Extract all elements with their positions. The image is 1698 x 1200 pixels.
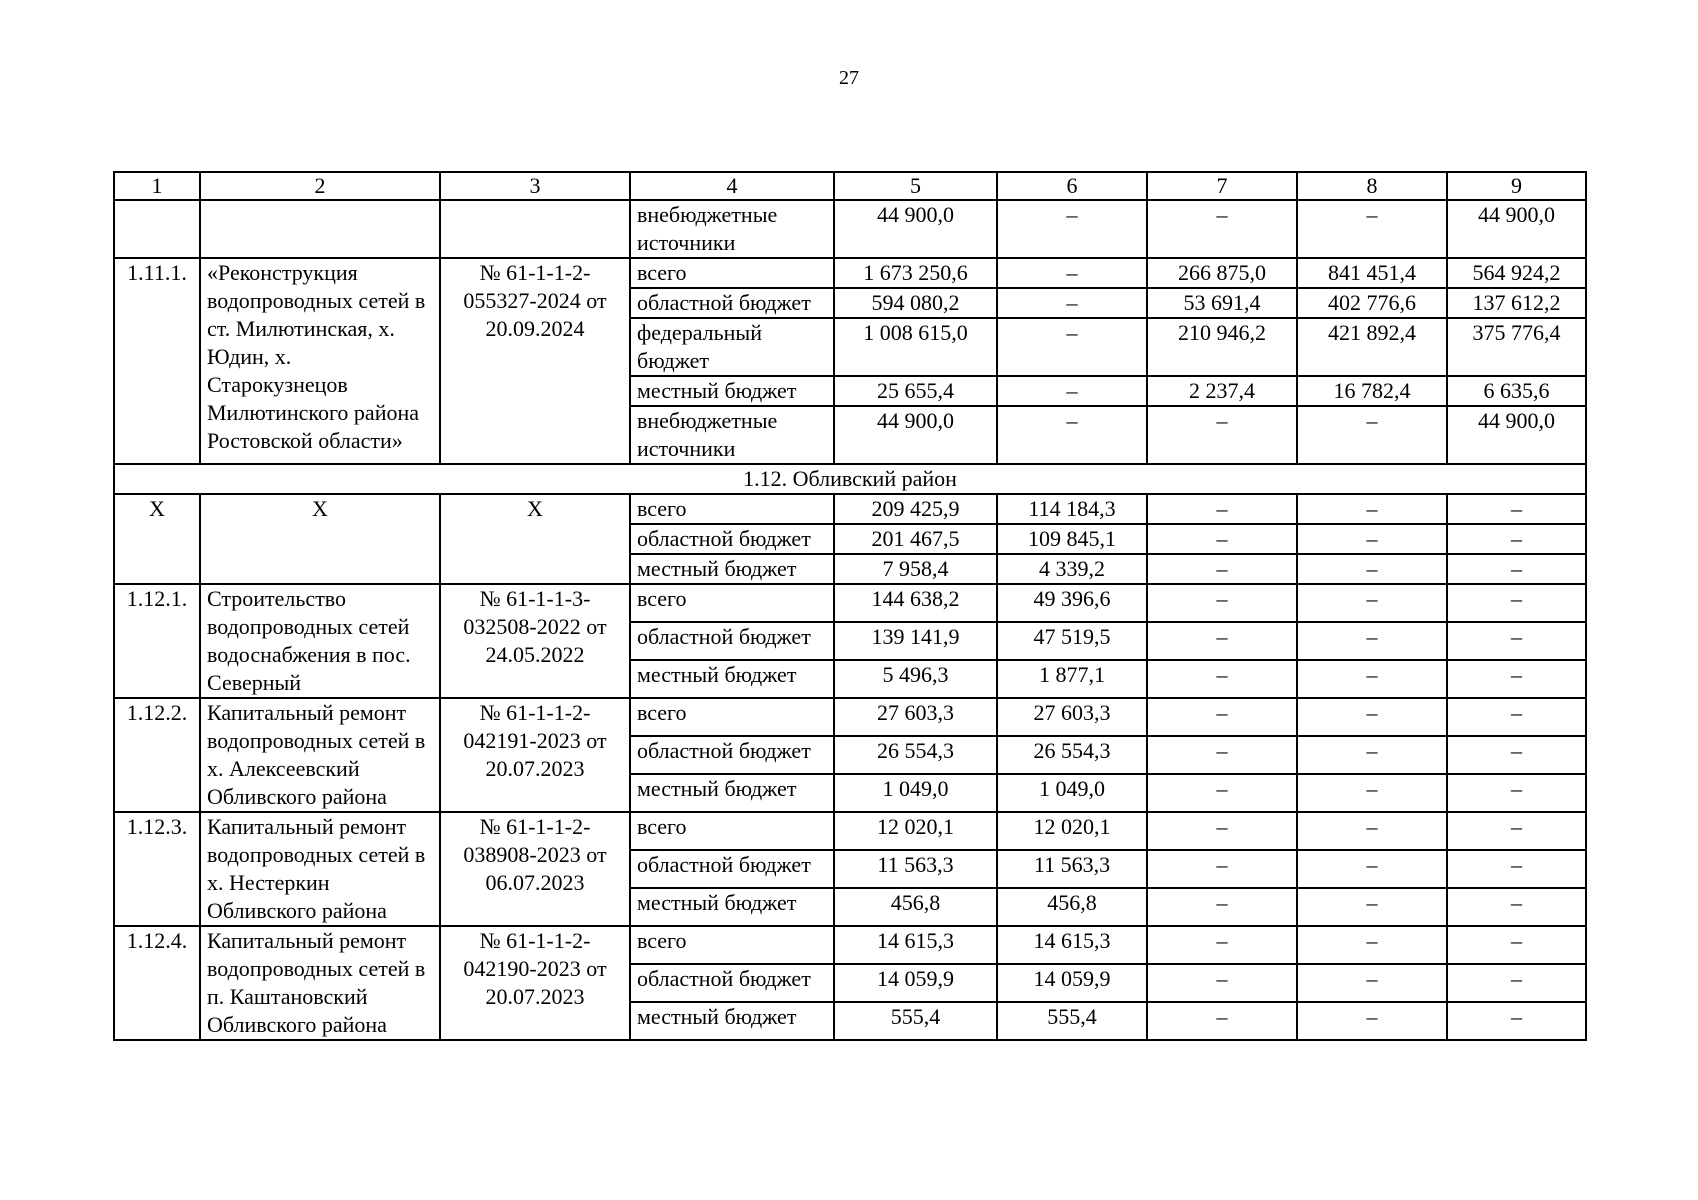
table-row: [114, 494, 1586, 524]
value-col6: –: [997, 376, 1147, 406]
object-name: Капитальный ремонт водопроводных сетей в п. Каштановский Обливского района: [200, 926, 440, 1040]
value-col9: –: [1447, 554, 1586, 584]
value-col8: –: [1297, 200, 1447, 258]
value-col8: –: [1297, 660, 1447, 698]
funding-source: всего: [630, 926, 834, 964]
value-col5: 1 049,0: [834, 774, 997, 812]
value-col5: 456,8: [834, 888, 997, 926]
value-col7: –: [1147, 926, 1297, 964]
value-col8: –: [1297, 774, 1447, 812]
funding-source: всего: [630, 258, 834, 288]
funding-source: областной бюджет: [630, 736, 834, 774]
value-col7: –: [1147, 554, 1297, 584]
column-number-row: [114, 172, 1586, 200]
column-number: 2: [200, 172, 440, 200]
value-col8: –: [1297, 554, 1447, 584]
value-col8: –: [1297, 1002, 1447, 1040]
value-col7: –: [1147, 200, 1297, 258]
value-col7: –: [1147, 736, 1297, 774]
funding-source: местный бюджет: [630, 554, 834, 584]
permit-number: № 61-1-1-2-038908-2023 от 06.07.2023: [440, 812, 630, 926]
value-col5: 7 958,4: [834, 554, 997, 584]
value-col9: –: [1447, 812, 1586, 850]
value-col5: 144 638,2: [834, 584, 997, 622]
funding-source: местный бюджет: [630, 660, 834, 698]
funding-source: местный бюджет: [630, 888, 834, 926]
funding-source: всего: [630, 698, 834, 736]
value-col8: 16 782,4: [1297, 376, 1447, 406]
column-number: 8: [1297, 172, 1447, 200]
funding-source: местный бюджет: [630, 376, 834, 406]
table-row: [114, 258, 1586, 288]
value-col8: –: [1297, 524, 1447, 554]
funding-source: всего: [630, 494, 834, 524]
value-col6: 14 615,3: [997, 926, 1147, 964]
value-col6: 27 603,3: [997, 698, 1147, 736]
value-col5: 26 554,3: [834, 736, 997, 774]
section-title: 1.12. Обливский район: [114, 464, 1586, 494]
item-number: [114, 200, 200, 258]
value-col5: 1 673 250,6: [834, 258, 997, 288]
funding-source: областной бюджет: [630, 622, 834, 660]
object-name: Х: [200, 494, 440, 584]
funding-source: всего: [630, 812, 834, 850]
table-row: [114, 812, 1586, 850]
value-col6: 12 020,1: [997, 812, 1147, 850]
value-col9: –: [1447, 494, 1586, 524]
permit-number: № 61-1-1-2-042191-2023 от 20.07.2023: [440, 698, 630, 812]
value-col9: –: [1447, 698, 1586, 736]
page-number: 27: [839, 67, 859, 89]
budget-table: [113, 171, 1587, 1041]
item-number: Х: [114, 494, 200, 584]
value-col7: –: [1147, 698, 1297, 736]
value-col7: –: [1147, 406, 1297, 464]
value-col6: –: [997, 258, 1147, 288]
value-col6: 109 845,1: [997, 524, 1147, 554]
value-col8: –: [1297, 964, 1447, 1002]
column-number: 7: [1147, 172, 1297, 200]
column-number: 1: [114, 172, 200, 200]
value-col8: –: [1297, 494, 1447, 524]
value-col9: –: [1447, 926, 1586, 964]
value-col6: 114 184,3: [997, 494, 1147, 524]
object-name: [200, 200, 440, 258]
value-col8: –: [1297, 926, 1447, 964]
value-col7: –: [1147, 622, 1297, 660]
table-row: [114, 584, 1586, 622]
value-col5: 5 496,3: [834, 660, 997, 698]
value-col7: –: [1147, 850, 1297, 888]
object-name: Капитальный ремонт водопроводных сетей в х. Алексеевский Обливского района: [200, 698, 440, 812]
item-number: 1.12.1.: [114, 584, 200, 698]
object-name: Строительство водопроводных сетей водоснабжения в пос. Северный: [200, 584, 440, 698]
item-number: 1.12.2.: [114, 698, 200, 812]
value-col8: –: [1297, 622, 1447, 660]
value-col9: –: [1447, 584, 1586, 622]
value-col5: 14 059,9: [834, 964, 997, 1002]
object-name: Капитальный ремонт водопроводных сетей в х. Нестеркин Обливского района: [200, 812, 440, 926]
table-row: [114, 698, 1586, 736]
value-col7: 210 946,2: [1147, 318, 1297, 376]
value-col6: –: [997, 200, 1147, 258]
value-col8: 841 451,4: [1297, 258, 1447, 288]
permit-number: [440, 200, 630, 258]
object-name: «Реконструкция водопроводных сетей в ст. Милютинская, х. Юдин, х. Старокузнецов Милютинского района Ростовской области»: [200, 258, 440, 464]
value-col6: –: [997, 406, 1147, 464]
funding-source: федеральный бюджет: [630, 318, 834, 376]
value-col7: –: [1147, 584, 1297, 622]
value-col9: –: [1447, 524, 1586, 554]
item-number: 1.12.3.: [114, 812, 200, 926]
value-col6: –: [997, 288, 1147, 318]
value-col5: 27 603,3: [834, 698, 997, 736]
value-col9: –: [1447, 850, 1586, 888]
value-col5: 209 425,9: [834, 494, 997, 524]
value-col5: 25 655,4: [834, 376, 997, 406]
value-col6: –: [997, 318, 1147, 376]
value-col6: 555,4: [997, 1002, 1147, 1040]
value-col9: 564 924,2: [1447, 258, 1586, 288]
value-col7: 53 691,4: [1147, 288, 1297, 318]
value-col6: 4 339,2: [997, 554, 1147, 584]
permit-number: № 61-1-1-2-042190-2023 от 20.07.2023: [440, 926, 630, 1040]
value-col8: 402 776,6: [1297, 288, 1447, 318]
column-number: 3: [440, 172, 630, 200]
value-col9: 44 900,0: [1447, 200, 1586, 258]
value-col9: –: [1447, 736, 1586, 774]
funding-source: областной бюджет: [630, 964, 834, 1002]
value-col7: 266 875,0: [1147, 258, 1297, 288]
value-col5: 12 020,1: [834, 812, 997, 850]
value-col6: 11 563,3: [997, 850, 1147, 888]
value-col9: 375 776,4: [1447, 318, 1586, 376]
permit-number: № 61-1-1-2-055327-2024 от 20.09.2024: [440, 258, 630, 464]
value-col6: 49 396,6: [997, 584, 1147, 622]
funding-source: внебюджетные источники: [630, 200, 834, 258]
value-col7: –: [1147, 888, 1297, 926]
value-col6: 456,8: [997, 888, 1147, 926]
value-col5: 555,4: [834, 1002, 997, 1040]
value-col5: 139 141,9: [834, 622, 997, 660]
value-col8: –: [1297, 736, 1447, 774]
value-col5: 594 080,2: [834, 288, 997, 318]
value-col9: –: [1447, 622, 1586, 660]
funding-source: местный бюджет: [630, 774, 834, 812]
value-col8: –: [1297, 406, 1447, 464]
value-col8: 421 892,4: [1297, 318, 1447, 376]
value-col5: 201 467,5: [834, 524, 997, 554]
value-col7: –: [1147, 524, 1297, 554]
value-col5: 11 563,3: [834, 850, 997, 888]
funding-source: областной бюджет: [630, 288, 834, 318]
value-col5: 44 900,0: [834, 406, 997, 464]
column-number: 5: [834, 172, 997, 200]
funding-source: областной бюджет: [630, 850, 834, 888]
value-col7: –: [1147, 964, 1297, 1002]
funding-source: внебюджетные источники: [630, 406, 834, 464]
value-col5: 44 900,0: [834, 200, 997, 258]
item-number: 1.11.1.: [114, 258, 200, 464]
value-col5: 1 008 615,0: [834, 318, 997, 376]
value-col9: –: [1447, 774, 1586, 812]
value-col8: –: [1297, 850, 1447, 888]
value-col5: 14 615,3: [834, 926, 997, 964]
permit-number: № 61-1-1-3-032508-2022 от 24.05.2022: [440, 584, 630, 698]
value-col9: –: [1447, 888, 1586, 926]
value-col6: 26 554,3: [997, 736, 1147, 774]
item-number: 1.12.4.: [114, 926, 200, 1040]
column-number: 4: [630, 172, 834, 200]
value-col9: –: [1447, 964, 1586, 1002]
value-col9: 44 900,0: [1447, 406, 1586, 464]
value-col8: –: [1297, 888, 1447, 926]
funding-source: местный бюджет: [630, 1002, 834, 1040]
value-col8: –: [1297, 584, 1447, 622]
value-col8: –: [1297, 812, 1447, 850]
value-col9: –: [1447, 660, 1586, 698]
permit-number: Х: [440, 494, 630, 584]
value-col8: –: [1297, 698, 1447, 736]
value-col9: 137 612,2: [1447, 288, 1586, 318]
value-col7: –: [1147, 660, 1297, 698]
column-number: 6: [997, 172, 1147, 200]
value-col6: 1 877,1: [997, 660, 1147, 698]
value-col6: 14 059,9: [997, 964, 1147, 1002]
value-col6: 47 519,5: [997, 622, 1147, 660]
value-col9: 6 635,6: [1447, 376, 1586, 406]
table-row: [114, 200, 1586, 258]
column-number: 9: [1447, 172, 1586, 200]
section-row: [114, 464, 1586, 494]
value-col7: –: [1147, 494, 1297, 524]
value-col7: –: [1147, 1002, 1297, 1040]
value-col9: –: [1447, 1002, 1586, 1040]
table-row: [114, 926, 1586, 964]
value-col7: –: [1147, 774, 1297, 812]
value-col7: –: [1147, 812, 1297, 850]
funding-source: всего: [630, 584, 834, 622]
value-col7: 2 237,4: [1147, 376, 1297, 406]
funding-source: областной бюджет: [630, 524, 834, 554]
value-col6: 1 049,0: [997, 774, 1147, 812]
